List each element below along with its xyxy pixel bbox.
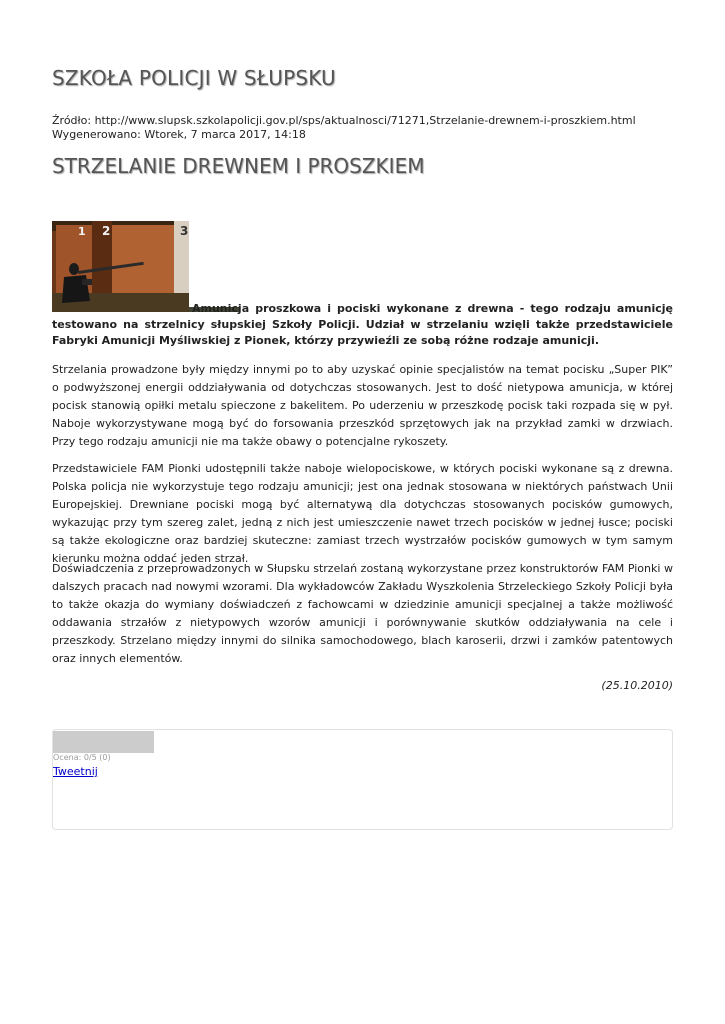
site-title: SZKOŁA POLICJI W SŁUPSKU (52, 66, 336, 90)
generated-line: Wygenerowano: Wtorek, 7 marca 2017, 14:18 (52, 128, 306, 141)
rating-stars[interactable] (53, 731, 154, 753)
photo-lane-number: 1 (78, 225, 86, 238)
article-date: (25.10.2010) (601, 679, 673, 692)
photo-lane-number: 3 (180, 224, 189, 238)
rating-box (52, 729, 673, 830)
article-paragraph: Przedstawiciele FAM Pionki udostępnili także naboje wielopociskowe, w których pociski wykonane są z drewna. Polska policja nie wykorzystuje tego rodzaju amunicji; jest ona jednak stosowana w niektórych państwach Unii Europejskiej. Drewniane pociski mogą być alternatywą dla dotychczas stosowanych pocisków gumowych, wykazując przy tym szereg zalet, jedną z nich jest umieszczenie nawet trzech pocisków w jednej łusce; pociski są także ekologiczne oraz bardziej skuteczne: zamiast trzech wystrzałów pocisków gumowych w tym samym kierunku można oddać jeden strzał. (52, 462, 673, 565)
article-photo (52, 221, 189, 312)
photo-lane-number: 2 (102, 224, 111, 238)
tweet-link[interactable]: Tweetnij (53, 765, 98, 778)
article-lead: Amunicja proszkowa i pociski wykonane z drewna - tego rodzaju amunicję testowano na strzelnicy słupskiej Szkoły Policji. Udział w strzelaniu wzięli także przedstawiciele Fabryki Amunicji Myśliwskiej z Pionek, którzy przywieźli ze sobą różne rodzaje amunicji. (52, 302, 673, 347)
article-title: STRZELANIE DREWNEM I PROSZKIEM (52, 154, 425, 178)
article-paragraph: Strzelania prowadzone były między innymi po to aby uzyskać opinie specjalistów na temat pocisku „Super PIK” o podwyższonej energii oddziaływania od dotychczas stosowanych. Jest to dość nietypowa amunicja, w której pocisk stanowią opiłki metalu spieczone z bakelitem. Po uderzeniu w przeszkodę pocisk taki rozpada się w pył. Naboje wykorzystywane mogą być do forsowania przeszkód sprzętowych jak na przykład zamki w drzwiach. Przy tego rodzaju amunicji nie ma także obawy o potencjalne rykoszety. (52, 363, 673, 448)
rating-text: Ocena: 0/5 (0) (53, 753, 111, 762)
article-paragraph: Doświadczenia z przeprowadzonych w Słupsku strzelań zostaną wykorzystane przez konstruktorów FAM Pionki w dalszych pracach nad nowymi wzorami. Dla wykładowców Zakładu Wyszkolenia Strzeleckiego Szkoły Policji była to także okazja do wymiany doświadczeń z fachowcami w dziedzinie amunicji specjalnej a także możliwość oddawania strzałów z nietypowych wzorów amunicji i porównywanie skutków oddziaływania na cele i przeszkody. Strzelano między innymi do silnika samochodowego, blach karoserii, drzwi i zamków patentowych oraz innych elementów. (52, 562, 673, 665)
document-meta (52, 114, 636, 142)
source-line: Źródło: http://www.slupsk.szkolapolicji.gov.pl/sps/aktualnosci/71271,Strzelanie-drewnem-i-proszkiem.html (52, 114, 636, 127)
